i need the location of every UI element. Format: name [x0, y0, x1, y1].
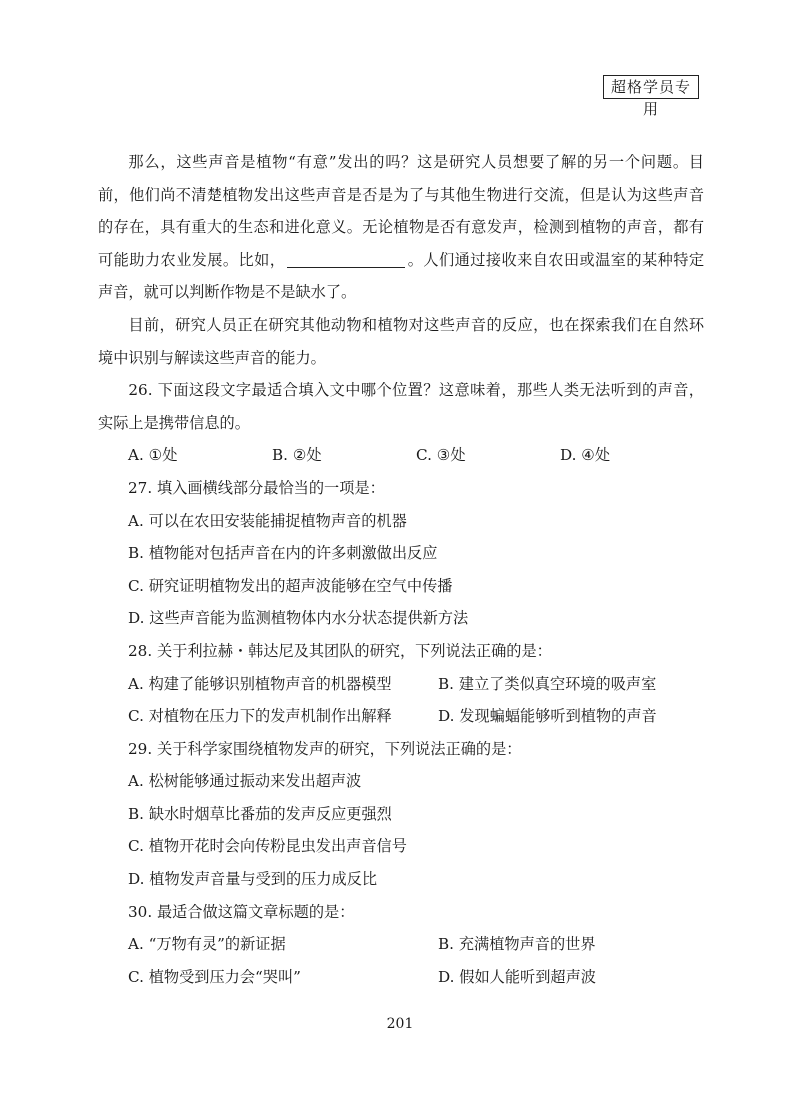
passage-text-before-blank: 那么，这些声音是植物“有意”发出的吗？这是研究人员想要了解的另一个问题。目前，他们尚不清楚植物发出这些声音是否是为了与其他生物进行交流，但是认为这些声音的存在，具有重大的生态和进化意义。无论植物是否有意发声，检测到植物的声音，都有可能助力农业发展。比如， [98, 153, 704, 269]
question-29-option-c[interactable]: C. 植物开花时会向传粉昆虫发出声音信号 [128, 837, 407, 856]
question-27-option-b[interactable]: B. 植物能对包括声音在内的许多刺激做出反应 [128, 544, 438, 563]
page-number: 201 [386, 1016, 414, 1032]
question-27-option-d[interactable]: D. 这些声音能为监测植物体内水分状态提供新方法 [128, 609, 469, 628]
question-30-options-row-2 [128, 961, 704, 994]
question-28-stem: 28. 关于利拉赫・韩达尼及其团队的研究，下列说法正确的是： [128, 641, 552, 660]
question-29-option-a[interactable]: A. 松树能够通过振动来发出超声波 [128, 772, 362, 791]
question-28-option-d[interactable]: D. 发现蝙蝠能够听到植物的声音 [438, 707, 657, 726]
fill-in-blank-line [287, 249, 405, 268]
passage-paragraph-1 [98, 146, 704, 309]
question-28-options-row-2 [128, 700, 704, 733]
question-28-option-a[interactable]: A. 构建了能够识别植物声音的机器模型 [128, 674, 392, 693]
question-30-options-row-1 [128, 928, 704, 961]
question-29-option-d[interactable]: D. 植物发声音量与受到的压力成反比 [128, 870, 378, 889]
question-30-option-d[interactable]: D. 假如人能听到超声波 [438, 967, 596, 986]
question-27-stem: 27. 填入画横线部分最恰当的一项是： [128, 478, 385, 497]
question-27-option-c[interactable]: C. 研究证明植物发出的超声波能够在空气中传播 [128, 576, 453, 595]
passage-paragraph-2: 目前，研究人员正在研究其他动物和植物对这些声音的反应，也在探索我们在自然环境中识别与解读这些声音的能力。 [98, 315, 704, 367]
question-29-option-b[interactable]: B. 缺水时烟草比番茄的发声反应更强烈 [128, 804, 392, 823]
question-26-options [98, 439, 704, 472]
question-30-option-b[interactable]: B. 充满植物声音的世界 [438, 935, 596, 954]
question-29-stem: 29. 关于科学家围绕植物发声的研究，下列说法正确的是： [128, 739, 522, 758]
question-28-options-row-1 [128, 668, 704, 701]
question-26-option-b[interactable]: B. ②处 [272, 446, 322, 465]
question-27-option-a[interactable]: A. 可以在农田安装能捕捉植物声音的机器 [128, 511, 407, 530]
document-body [98, 146, 704, 993]
question-30-option-a[interactable]: A. “万物有灵”的新证据 [128, 935, 286, 954]
question-26-option-c[interactable]: C. ③处 [416, 446, 466, 465]
question-30-option-c[interactable]: C. 植物受到压力会“哭叫” [128, 967, 301, 986]
question-28-option-b[interactable]: B. 建立了类似真空环境的吸声室 [438, 674, 657, 693]
question-26-option-d[interactable]: D. ④处 [560, 446, 611, 465]
question-28-option-c[interactable]: C. 对植物在压力下的发声机制作出解释 [128, 707, 392, 726]
passage-text-after-blank: 。人们通过接收来自农田或温室的某种特定声音，就可以判断作物是不是缺水了。 [98, 250, 705, 302]
question-26-option-a[interactable]: A. ①处 [128, 446, 178, 465]
question-30-stem: 30. 最适合做这篇文章标题的是： [128, 902, 355, 921]
question-26-stem: 26. 下面这段文字最适合填入文中哪个位置？这意味着，那些人类无法听到的声音，实际上是携带信息的。 [98, 381, 704, 432]
student-only-badge: 超格学员专用 [603, 75, 699, 99]
